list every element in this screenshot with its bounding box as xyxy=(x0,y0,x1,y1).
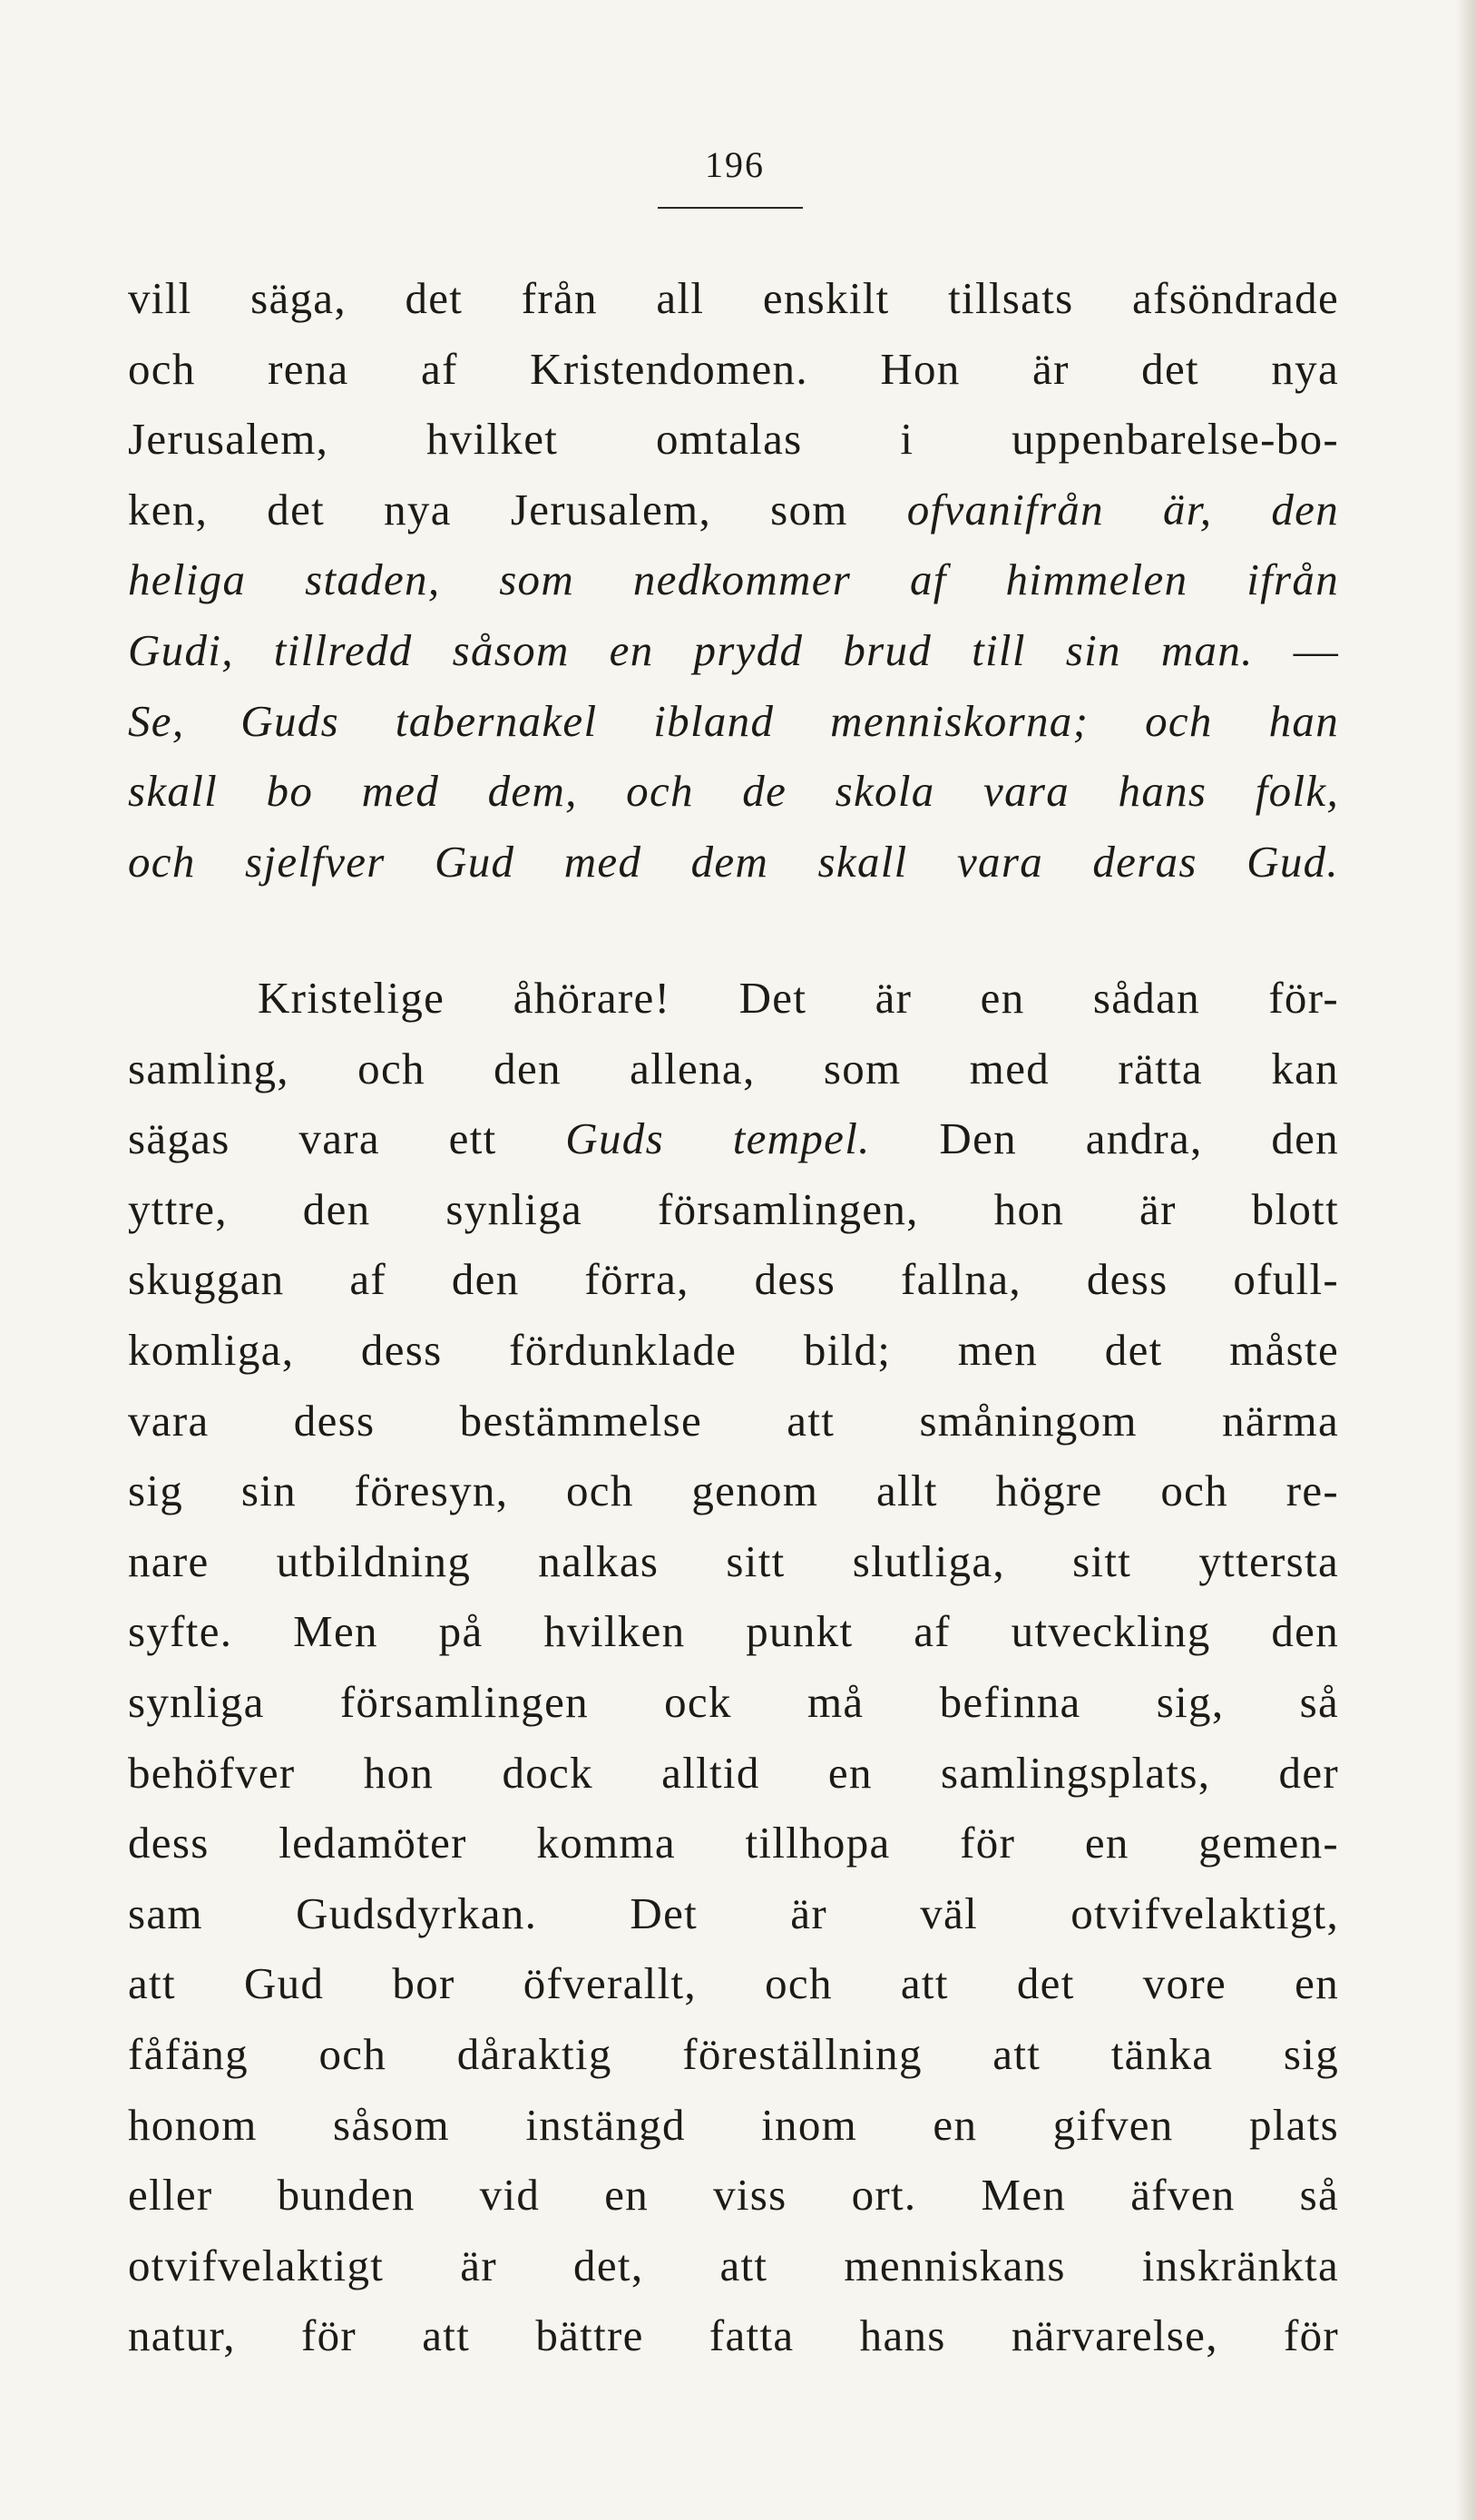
text-line xyxy=(128,1948,1339,2019)
text-line xyxy=(128,404,1339,475)
text: syfte. Men på hvilken punkt af utveckling den xyxy=(128,1606,1339,1657)
text-line xyxy=(128,2090,1339,2161)
text: Kristelige åhörare! Det är en sådan för- xyxy=(258,973,1339,1023)
text-line xyxy=(128,334,1339,405)
italic-text: Gudi, tillredd såsom en prydd brud till sin man. xyxy=(128,624,1254,675)
text: nare utbildning nalkas sitt slutliga, sitt yttersta xyxy=(128,1535,1339,1586)
text-line xyxy=(128,1738,1339,1809)
text-line xyxy=(128,263,1339,334)
text: fåfäng och dåraktig föreställning att tänka sig xyxy=(128,2028,1339,2079)
italic-text: heliga staden, som nedkommer af himmelen ifrån xyxy=(128,554,1339,605)
text: — xyxy=(1253,624,1339,675)
text-line xyxy=(128,1456,1339,1526)
italic-text: skall bo med dem, och de skola vara hans folk, xyxy=(128,766,1339,817)
italic-text: Se, Guds tabernakel ibland menniskorna; och han xyxy=(128,695,1339,746)
text: synliga församlingen ock må befinna sig, så xyxy=(128,1676,1339,1727)
paragraph xyxy=(128,963,1339,2371)
text: skuggan af den förra, dess fallna, dess ofull- xyxy=(128,1254,1339,1305)
italic-text: och sjelfver Gud med dem skall vara deras Gud. xyxy=(128,836,1339,887)
page-edge-shadow xyxy=(1456,0,1476,2520)
text-line xyxy=(128,615,1339,686)
text-line xyxy=(128,1667,1339,1738)
text-line xyxy=(128,686,1339,757)
text: komliga, dess fördunklade bild; men det måste xyxy=(128,1324,1339,1375)
text-line xyxy=(128,2300,1339,2371)
text: honom såsom instängd inom en gifven plats xyxy=(128,2099,1339,2150)
text-line xyxy=(128,1103,1339,1174)
text: dess ledamöter komma tillhopa för en gemen- xyxy=(128,1818,1339,1868)
text: natur, för att bättre fatta hans närvarelse, för xyxy=(128,2310,1339,2361)
text-line xyxy=(128,2160,1339,2231)
text: yttre, den synliga församlingen, hon är blott xyxy=(128,1183,1339,1234)
text: samling, och den allena, som med rätta kan xyxy=(128,1043,1339,1093)
text-line xyxy=(128,1526,1339,1597)
text: att Gud bor öfverallt, och att det vore en xyxy=(128,1958,1339,2009)
text: otvifvelaktigt är det, att menniskans inskränkta xyxy=(128,2240,1339,2290)
text-line xyxy=(128,1386,1339,1456)
italic-text: Guds tempel. xyxy=(565,1113,871,1164)
text: vill säga, det från all enskilt tillsats afsöndrade xyxy=(128,273,1339,323)
text: Jerusalem, hvilket omtalas i uppenbarelse-bo- xyxy=(128,414,1339,465)
text: Den andra, den xyxy=(870,1113,1339,1164)
text-line xyxy=(128,2231,1339,2301)
text-line xyxy=(128,756,1339,827)
text-line xyxy=(128,963,1339,1034)
text-line xyxy=(128,2019,1339,2090)
text-line xyxy=(128,1244,1339,1315)
text: behöfver hon dock alltid en samlingsplats, der xyxy=(128,1747,1339,1798)
text-line xyxy=(128,1174,1339,1245)
text: eller bunden vid en viss ort. Men äfven så xyxy=(128,2170,1339,2221)
text: vara dess bestämmelse att småningom närma xyxy=(128,1395,1339,1446)
text: sig sin föresyn, och genom allt högre och re- xyxy=(128,1466,1339,1516)
paragraph xyxy=(128,263,1339,897)
text-line xyxy=(128,1878,1339,1949)
text: ken, det nya Jerusalem, som xyxy=(128,484,907,534)
text: och rena af Kristendomen. Hon är det nya xyxy=(128,343,1339,394)
text-line xyxy=(128,1808,1339,1878)
text: sam Gudsdyrkan. Det är väl otvifvelaktigt, xyxy=(128,1888,1339,1938)
text-line xyxy=(128,475,1339,545)
italic-text: ofvanifrån är, den xyxy=(906,484,1339,534)
text-line xyxy=(128,1034,1339,1104)
page-number: 196 xyxy=(705,144,765,185)
text-line xyxy=(128,1596,1339,1667)
page-number-rule xyxy=(658,207,803,209)
text-line xyxy=(128,1315,1339,1386)
text-line xyxy=(128,827,1339,897)
text: sägas vara ett xyxy=(128,1113,566,1164)
text-line xyxy=(128,544,1339,615)
